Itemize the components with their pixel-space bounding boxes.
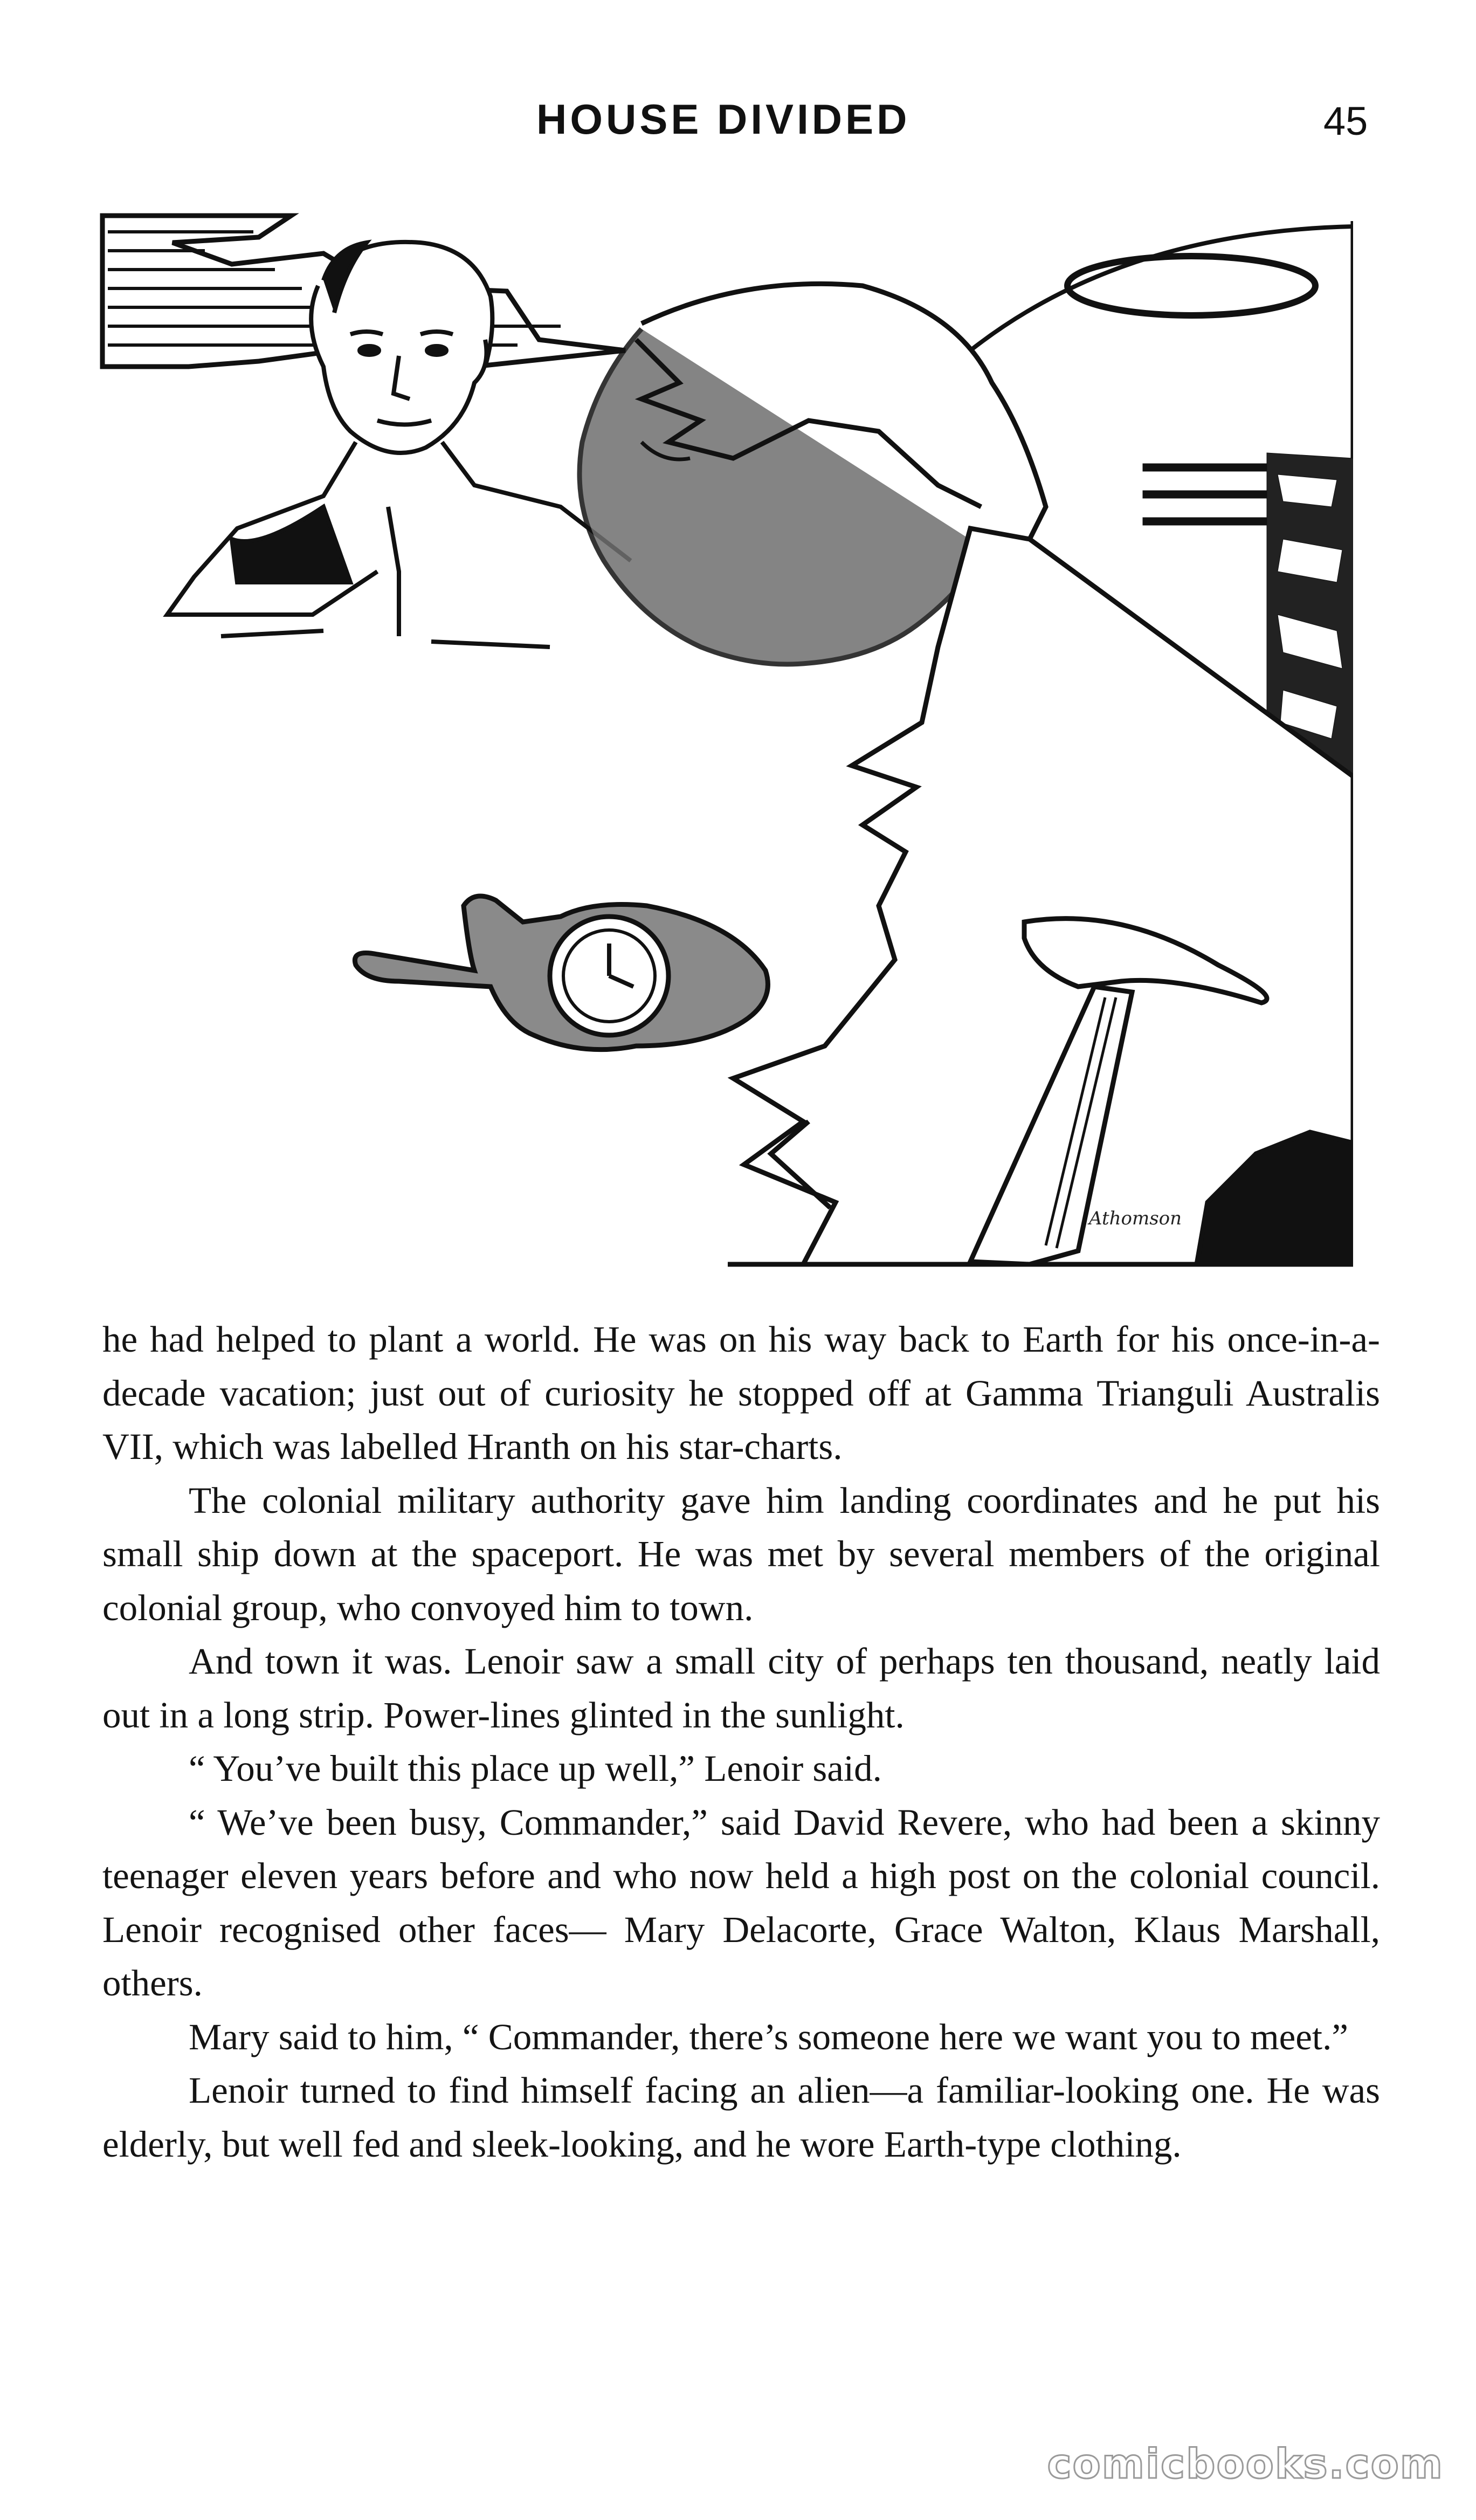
paragraph: The colonial military authority gave him landing coordinates and he put his small ship down at the spaceport. He was met by several members of the original colonial group, who convoyed him to town.: [102, 1479, 1380, 1628]
paragraph: he had helped to plant a world. He was on his way back to Earth for his once-in-a-decade vacation; just out of curiosity he stopped off at Gamma Trianguli Australis VII, which was labelled Hranth on his star-charts.: [102, 1319, 1380, 1467]
paragraph: And town it was. Lenoir saw a small city of perhaps ten thousand, neatly laid out in a long strip. Power-lines glinted in the sunlight.: [102, 1641, 1380, 1736]
dome: [970, 226, 1353, 350]
running-title: HOUSE DIVIDED: [536, 95, 911, 143]
running-head: [0, 95, 1476, 154]
body-text: [102, 1313, 1380, 2171]
page-number: 45: [1323, 99, 1368, 143]
paragraph: Lenoir turned to find himself facing an alien—a familiar-looking one. He was elderly, but well fed and sleek-looking, and he wore Earth-type clothing.: [102, 2070, 1380, 2165]
paragraph: “ You’ve built this place up well,” Lenoir said.: [189, 1748, 882, 1789]
paragraph: Mary said to him, “ Commander, there’s someone here we want you to meet.”: [189, 2016, 1348, 2057]
illustration-drawing: [97, 205, 1353, 1267]
story-illustration: [97, 205, 1353, 1267]
paragraph: “ We’ve been busy, Commander,” said David Revere, who had been a skinny teenager eleven years before and who now held a high post on the colonial council. Lenoir recognised other faces— Mary Delacorte, Grace Walton, Klaus Marshall, others.: [102, 1801, 1380, 2003]
watermark: comicbooks.com: [1047, 2440, 1444, 2488]
hand-with-watch: [355, 896, 768, 1050]
artist-signature: Athomson: [1089, 1208, 1182, 1229]
halo-ring: [1067, 256, 1315, 315]
foreground-figure: [580, 284, 1353, 1264]
